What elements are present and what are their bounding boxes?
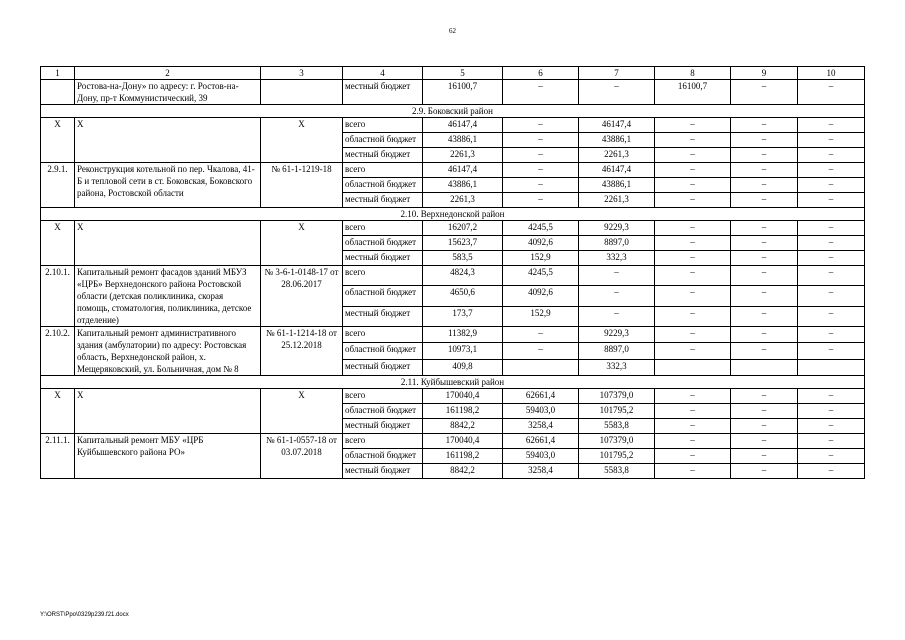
budget-type: местный бюджет [343,148,423,163]
header-cell: 1 [41,67,75,80]
header-cell: 3 [261,67,343,80]
budget-type: всего [343,118,423,133]
value-cell: – [503,343,579,359]
header-row [41,67,865,80]
budget-type: всего [343,266,423,286]
value-cell: 9229,3 [579,327,655,343]
item-name: Капитальный ремонт административного здания (амбулатории) по адресу: Ростовская область, Верхнедонской район, х. Мещеряковский, ул. Больничная, дом № 8 [75,327,261,376]
value-cell: 59403,0 [503,449,579,464]
value-cell: – [579,306,655,326]
value-cell: – [655,343,731,359]
value-cell: 152,9 [503,251,579,266]
item-number: Х [41,118,75,163]
section-title: 2.10. Верхнедонской район [41,208,865,221]
value-cell [798,359,865,375]
item-document: Х [261,389,343,434]
value-cell: 583,5 [423,251,503,266]
value-cell: – [503,193,579,208]
table-row [41,327,865,343]
value-cell: – [798,178,865,193]
value-cell: 16100,7 [655,80,731,105]
item-name: Х [75,389,261,434]
value-cell: – [798,419,865,434]
budget-type: местный бюджет [343,80,423,105]
value-cell: – [655,133,731,148]
budget-type: местный бюджет [343,359,423,375]
value-cell: 101795,2 [579,404,655,419]
value-cell: 43886,1 [579,178,655,193]
value-cell: 4650,6 [423,286,503,306]
value-cell: – [503,148,579,163]
value-cell: – [798,343,865,359]
value-cell: – [731,327,798,343]
value-cell: 161198,2 [423,404,503,419]
value-cell: – [731,266,798,286]
value-cell: – [503,327,579,343]
budget-type: местный бюджет [343,306,423,326]
value-cell: 59403,0 [503,404,579,419]
value-cell: – [655,118,731,133]
value-cell: 4092,6 [503,236,579,251]
item-document: № 3-6-1-0148-17 от 28.06.2017 [261,266,343,327]
value-cell: 16100,7 [423,80,503,105]
budget-type: местный бюджет [343,419,423,434]
value-cell: 161198,2 [423,449,503,464]
item-name: Ростова-на-Дону» по адресу: г. Ростов-на-Дону, пр-т Коммунистический, 39 [75,80,261,105]
value-cell: – [731,434,798,449]
value-cell: – [798,236,865,251]
item-name: Реконструкция котельной по пер. Чкалова, 41-Б и тепловой сети в ст. Боковская, Боковского района, Ростовской области [75,163,261,208]
value-cell: – [731,343,798,359]
value-cell: 46147,4 [579,163,655,178]
value-cell: 3258,4 [503,464,579,479]
value-cell: – [798,286,865,306]
budget-type: местный бюджет [343,193,423,208]
value-cell: – [798,389,865,404]
section-row [41,376,865,389]
value-cell: – [798,404,865,419]
value-cell: 170040,4 [423,434,503,449]
budget-type: областной бюджет [343,404,423,419]
value-cell: 16207,2 [423,221,503,236]
value-cell: – [731,464,798,479]
value-cell: – [731,178,798,193]
page-number: 62 [449,27,456,35]
budget-type: местный бюджет [343,464,423,479]
value-cell: – [798,80,865,105]
value-cell: 43886,1 [423,133,503,148]
table-row [41,389,865,404]
value-cell: 332,3 [579,251,655,266]
value-cell: 101795,2 [579,449,655,464]
item-document: № 61-1-0557-18 от 03.07.2018 [261,434,343,479]
value-cell: 4824,3 [423,266,503,286]
value-cell: 15623,7 [423,236,503,251]
value-cell: 8897,0 [579,343,655,359]
value-cell: – [731,148,798,163]
value-cell: 2261,3 [423,193,503,208]
item-number: 2.9.1. [41,163,75,208]
budget-table [40,66,865,479]
value-cell: 46147,4 [423,118,503,133]
value-cell: 4092,6 [503,286,579,306]
header-cell: 6 [503,67,579,80]
value-cell: – [731,389,798,404]
value-cell: 4245,5 [503,221,579,236]
budget-type: областной бюджет [343,133,423,148]
value-cell: – [579,80,655,105]
item-number: 2.10.1. [41,266,75,327]
value-cell: – [731,80,798,105]
header-cell: 5 [423,67,503,80]
section-title: 2.11. Куйбышевский район [41,376,865,389]
value-cell: – [655,178,731,193]
item-document: Х [261,118,343,163]
value-cell: 409,8 [423,359,503,375]
value-cell [503,359,579,375]
value-cell: 9229,3 [579,221,655,236]
file-path: Y:\ORST\Ppo\0329p239.f21.docx [40,612,129,618]
item-number: Х [41,389,75,434]
value-cell: 3258,4 [503,419,579,434]
value-cell: – [798,449,865,464]
value-cell: – [655,434,731,449]
section-row [41,105,865,118]
item-name: Капитальный ремонт МБУ «ЦРБ Куйбышевского района РО» [75,434,261,479]
value-cell: – [655,327,731,343]
budget-type: областной бюджет [343,286,423,306]
value-cell: – [798,306,865,326]
value-cell: – [655,306,731,326]
value-cell: – [503,133,579,148]
table-row [41,163,865,178]
item-name: Х [75,221,261,266]
value-cell: – [655,286,731,306]
value-cell: – [731,163,798,178]
budget-type: областной бюджет [343,343,423,359]
value-cell: – [731,286,798,306]
value-cell: – [798,266,865,286]
item-document: № 61-1-1219-18 [261,163,343,208]
table-row [41,266,865,286]
value-cell: 4245,5 [503,266,579,286]
table-row [41,434,865,449]
value-cell: – [731,236,798,251]
budget-type: всего [343,221,423,236]
value-cell: – [731,133,798,148]
value-cell: 62661,4 [503,389,579,404]
value-cell: – [579,286,655,306]
value-cell: 8897,0 [579,236,655,251]
header-cell: 2 [75,67,261,80]
value-cell: 8842,2 [423,464,503,479]
value-cell: – [731,118,798,133]
value-cell: – [503,163,579,178]
value-cell: – [798,133,865,148]
item-name: Капитальный ремонт фасадов зданий МБУЗ «ЦРБ» Верхнедонского района Ростовской области (детская поликлиника, скорая помощь, стоматология, поликлиника, детское отделение) [75,266,261,327]
item-document: № 61-1-1214-18 от 25.12.2018 [261,327,343,376]
value-cell: – [731,221,798,236]
value-cell: – [798,327,865,343]
value-cell: – [798,118,865,133]
value-cell: – [655,221,731,236]
value-cell: – [798,163,865,178]
value-cell: – [655,389,731,404]
item-name: Х [75,118,261,163]
section-title: 2.9. Боковский район [41,105,865,118]
budget-type: местный бюджет [343,251,423,266]
item-number: 2.11.1. [41,434,75,479]
value-cell: – [655,193,731,208]
value-cell: 8842,2 [423,419,503,434]
value-cell [731,359,798,375]
value-cell: 152,9 [503,306,579,326]
budget-type: областной бюджет [343,449,423,464]
value-cell: – [798,148,865,163]
value-cell: – [655,464,731,479]
budget-type: всего [343,434,423,449]
value-cell: – [503,80,579,105]
budget-type: всего [343,389,423,404]
header-cell: 8 [655,67,731,80]
table-row [41,80,865,105]
value-cell: 43886,1 [579,133,655,148]
value-cell: – [731,306,798,326]
value-cell: – [655,419,731,434]
budget-type: всего [343,163,423,178]
value-cell: – [655,266,731,286]
value-cell: 173,7 [423,306,503,326]
value-cell: – [731,449,798,464]
value-cell: – [655,148,731,163]
item-document: Х [261,221,343,266]
budget-type: областной бюджет [343,236,423,251]
value-cell [655,359,731,375]
value-cell: 2261,3 [579,193,655,208]
value-cell: 2261,3 [579,148,655,163]
value-cell: – [655,163,731,178]
value-cell: 107379,0 [579,389,655,404]
value-cell: – [579,266,655,286]
value-cell: – [798,221,865,236]
value-cell: 170040,4 [423,389,503,404]
value-cell: 5583,8 [579,419,655,434]
value-cell: 10973,1 [423,343,503,359]
value-cell: 62661,4 [503,434,579,449]
item-number: 2.10.2. [41,327,75,376]
value-cell: – [731,419,798,434]
value-cell: – [731,404,798,419]
value-cell: – [798,464,865,479]
value-cell: 5583,8 [579,464,655,479]
header-cell: 7 [579,67,655,80]
value-cell: – [798,434,865,449]
value-cell: – [503,118,579,133]
header-cell: 4 [343,67,423,80]
value-cell: – [655,251,731,266]
value-cell: 43886,1 [423,178,503,193]
header-cell: 10 [798,67,865,80]
value-cell: – [503,178,579,193]
value-cell: – [655,404,731,419]
header-cell: 9 [731,67,798,80]
value-cell: 46147,4 [579,118,655,133]
value-cell: 2261,3 [423,148,503,163]
table-row [41,221,865,236]
value-cell: 46147,4 [423,163,503,178]
value-cell: 11382,9 [423,327,503,343]
value-cell: – [655,236,731,251]
value-cell: 107379,0 [579,434,655,449]
value-cell: – [731,193,798,208]
value-cell: – [731,251,798,266]
value-cell: – [655,449,731,464]
section-row [41,208,865,221]
table-row [41,118,865,133]
item-number: Х [41,221,75,266]
value-cell: – [798,193,865,208]
budget-type: областной бюджет [343,178,423,193]
value-cell: 332,3 [579,359,655,375]
table-body [41,67,865,479]
budget-type: всего [343,327,423,343]
value-cell: – [798,251,865,266]
